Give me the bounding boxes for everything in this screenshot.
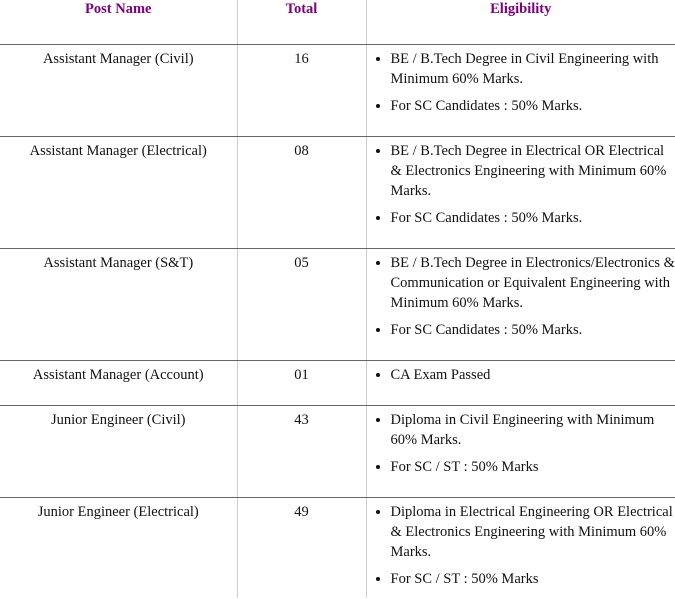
eligibility-item: • BE / B.Tech Degree in Electrical OR Electrical & Electronics Engineering with Minimum 60% Marks.	[391, 141, 675, 201]
eligibility-item: • CA Exam Passed	[391, 365, 675, 385]
post-name-cell: Junior Engineer (Electrical)	[0, 498, 237, 598]
eligibility-cell	[366, 498, 675, 598]
post-name-cell: Assistant Manager (Civil)	[0, 45, 237, 137]
post-name-cell: Assistant Manager (S&T)	[0, 249, 237, 361]
total-cell: 08	[237, 137, 366, 249]
eligibility-list	[367, 365, 675, 385]
table-header-row	[0, 0, 675, 45]
eligibility-cell	[366, 249, 675, 361]
eligibility-item: • Diploma in Civil Engineering with Minimum 60% Marks.	[391, 410, 675, 450]
table-row	[0, 406, 675, 498]
eligibility-item: • For SC Candidates : 50% Marks.	[391, 96, 675, 116]
eligibility-cell	[366, 137, 675, 249]
total-cell: 01	[237, 361, 366, 406]
header-post-name: Post Name	[0, 0, 237, 45]
eligibility-item: • BE / B.Tech Degree in Electronics/Electronics & Communication or Equivalent Engineering with Minimum 60% Marks.	[391, 253, 675, 313]
eligibility-cell	[366, 406, 675, 498]
eligibility-item: • Diploma in Electrical Engineering OR Electrical & Electronics Engineering with Minimum 60% Marks.	[391, 502, 675, 562]
table-row	[0, 498, 675, 598]
header-total: Total	[237, 0, 366, 45]
eligibility-item: • For SC Candidates : 50% Marks.	[391, 320, 675, 340]
table-row	[0, 361, 675, 406]
header-eligibility: Eligibility	[366, 0, 675, 45]
eligibility-item: • For SC / ST : 50% Marks	[391, 569, 675, 589]
post-name-cell: Junior Engineer (Civil)	[0, 406, 237, 498]
eligibility-list	[367, 253, 675, 340]
eligibility-list	[367, 502, 675, 589]
total-cell: 49	[237, 498, 366, 598]
eligibility-cell	[366, 45, 675, 137]
total-cell: 16	[237, 45, 366, 137]
eligibility-item: • For SC / ST : 50% Marks	[391, 457, 675, 477]
post-name-cell: Assistant Manager (Electrical)	[0, 137, 237, 249]
post-name-cell: Assistant Manager (Account)	[0, 361, 237, 406]
eligibility-list	[367, 410, 675, 477]
eligibility-list	[367, 141, 675, 228]
table-row	[0, 249, 675, 361]
table-row	[0, 45, 675, 137]
eligibility-item: • For SC Candidates : 50% Marks.	[391, 208, 675, 228]
eligibility-cell	[366, 361, 675, 406]
eligibility-list	[367, 49, 675, 116]
total-cell: 43	[237, 406, 366, 498]
eligibility-item: • BE / B.Tech Degree in Civil Engineering with Minimum 60% Marks.	[391, 49, 675, 89]
total-cell: 05	[237, 249, 366, 361]
table-row	[0, 137, 675, 249]
